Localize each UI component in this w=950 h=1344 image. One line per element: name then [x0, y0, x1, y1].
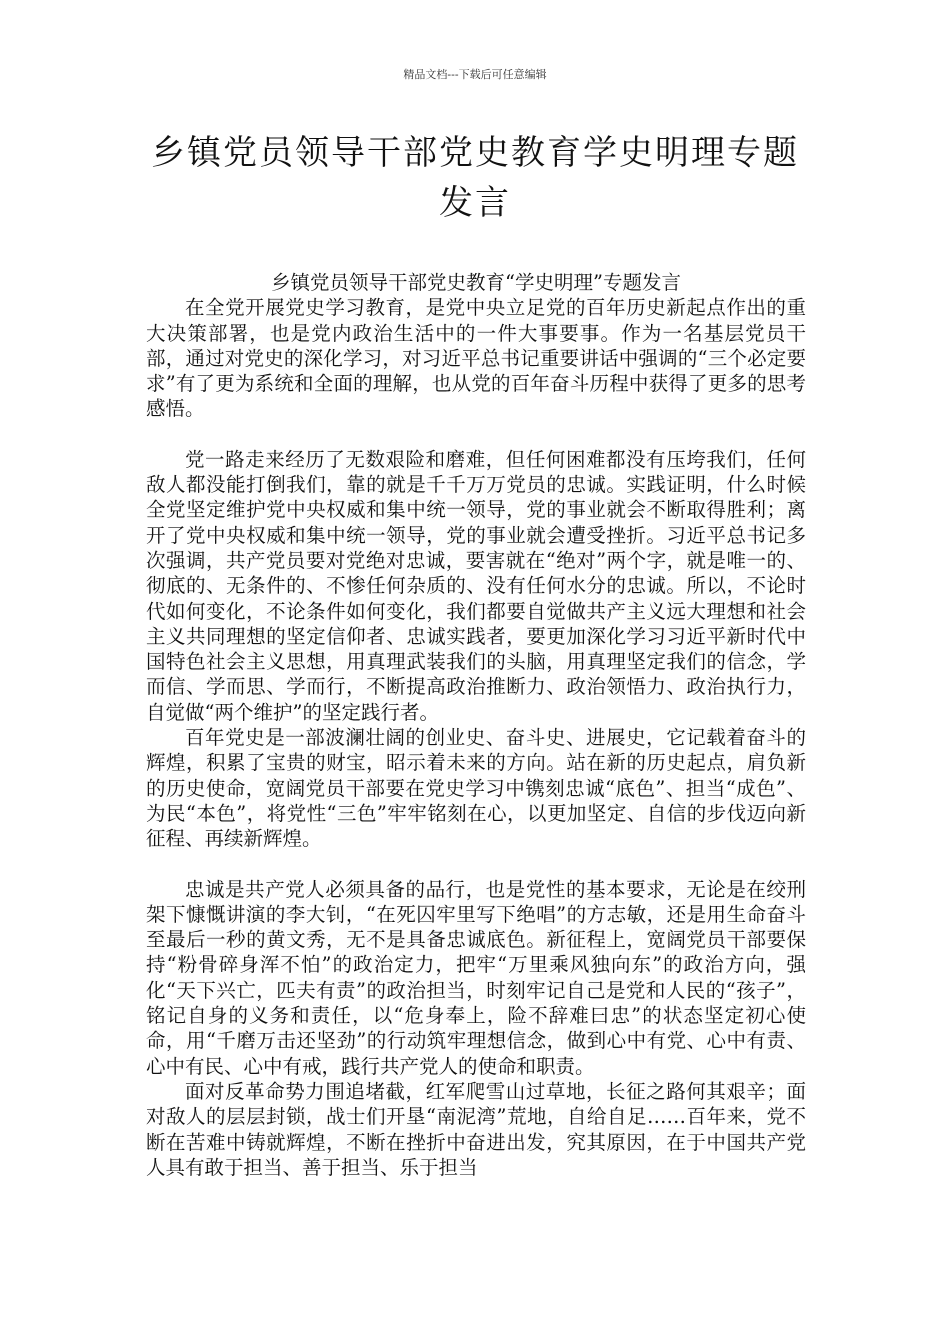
paragraph-5: 面对反革命势力围追堵截，红军爬雪山过草地，长征之路何其艰辛；面对敌人的层层封锁，战士们开垦“南泥湾”荒地，自给自足……百年来，党不断在苦难中铸就辉煌，不断在挫折中奋进出发，究其原因，在于中国共产党人具有敢于担当、善于担当、乐于担当 [146, 1079, 806, 1179]
paragraph-3: 百年党史是一部波澜壮阔的创业史、奋斗史、进展史，它记载着奋斗的辉煌，积累了宝贵的财宝，昭示着未来的方向。站在新的历史起点，肩负新的历史使命，宽阔党员干部要在党史学习中镌刻忠诚“底色”、担当“成色”、为民“本色”，将党性“三色”牢牢铭刻在心，以更加坚定、自信的步伐迈向新征程、再续新辉煌。 [146, 726, 806, 851]
paragraph-gap [146, 852, 806, 877]
paragraph-4: 忠诚是共产党人必须具备的品行，也是党性的基本要求，无论是在绞刑架下慷慨讲演的李大钊，“在死囚牢里写下绝唱”的方志敏，还是用生命奋斗至最后一秒的黄文秀，无不是具备忠诚底色。新征程上，宽阔党员干部要保持“粉骨碎身浑不怕”的政治定力，把牢“万里乘风独向东”的政治方向，强化“天下兴亡，匹夫有责”的政治担当，时刻牢记自己是党和人民的“孩子”，铭记自身的义务和责任，以“危身奉上，险不辞难曰忠”的状态坚定初心使命，用“千磨万击还坚劲”的行动筑牢理想信念，做到心中有党、心中有责、心中有民、心中有戒，践行共产党人的使命和职责。 [146, 877, 806, 1078]
paragraph-1: 在全党开展党史学习教育，是党中央立足党的百年历史新起点作出的重大决策部署，也是党内政治生活中的一件大事要事。作为一名基层党员干部，通过对党史的深化学习，对习近平总书记重要讲话中强调的“三个必定要求”有了更为系统和全面的理解，也从党的百年奋斗历程中获得了更多的思考感悟。 [146, 296, 806, 421]
title-line-1: 乡镇党员领导干部党史教育学史明理专题 [151, 133, 799, 173]
paragraph-gap [146, 422, 806, 447]
document-body [146, 270, 806, 1180]
document-subtitle: 乡镇党员领导干部党史教育“学史明理”专题发言 [271, 271, 681, 294]
title-line-2: 发言 [439, 183, 511, 223]
document-title [120, 128, 830, 228]
paragraph-2: 党一路走来经历了无数艰险和磨难，但任何困难都没有压垮我们，任何敌人都没能打倒我们，靠的就是千千万万党员的忠诚。实践证明，什么时候全党坚定维护党中央权威和集中统一领导，党的事业就会不断取得胜利；离开了党中央权威和集中统一领导，党的事业就会遭受挫折。习近平总书记多次强调，共产党员要对党绝对忠诚，要害就在“绝对”两个字，就是唯一的、彻底的、无条件的、不惨任何杂质的、没有任何水分的忠诚。所以，不论时代如何变化，不论条件如何变化，我们都要自觉做共产主义远大理想和社会主义共同理想的坚定信仰者、忠诚实践者，要更加深化学习习近平新时代中国特色社会主义思想，用真理武装我们的头脑，用真理坚定我们的信念，学而信、学而思、学而行，不断提高政治推断力、政治领悟力、政治执行力，自觉做“两个维护”的坚定践行者。 [146, 447, 806, 724]
header-note: 精品文档---下载后可任意编辑 [403, 68, 547, 81]
